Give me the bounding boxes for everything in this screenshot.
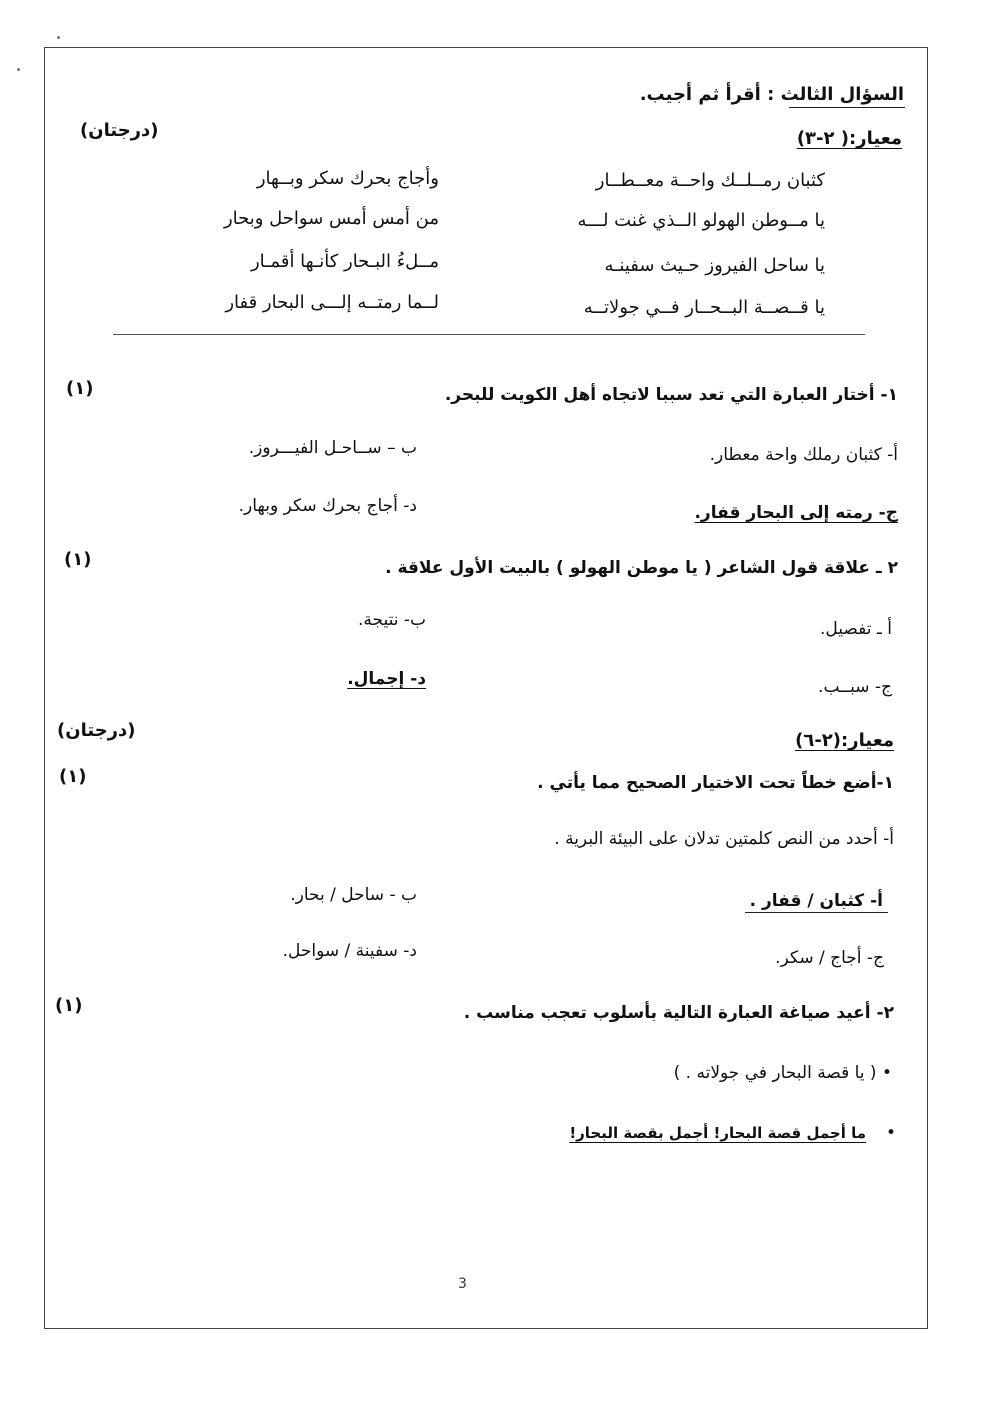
poem-line-left: مــلءُ البـحار كأنـها أقمـار — [250, 251, 439, 272]
question-1-text: ١- أختار العبارة التي تعد سببا لاتجاه أهل الكويت للبحر. — [444, 385, 898, 405]
page-number: 3 — [458, 1276, 467, 1292]
question-3-subtext: أ- أحدد من النص كلمتين تدلان على البيئة البرية . — [554, 829, 894, 849]
bullet-marker: • — [885, 1123, 896, 1143]
option-d-selected: د- إجمال. — [347, 669, 426, 689]
question-1-mark: (١) — [66, 378, 94, 399]
scan-speck — [57, 36, 60, 39]
criterion-2: معيار:(٢-٦) — [795, 730, 894, 751]
option-b: ب – ســاحـل الفيـــروز. — [248, 438, 417, 458]
answer-text: ما أجمل قصة البحار! أجمل بقصة البحار! — [569, 1124, 866, 1142]
poem-line-left: لــما رمتــه إلـــى البحار قفار — [225, 292, 439, 313]
scan-speck — [17, 68, 20, 71]
option-c: ج- سبــب. — [818, 677, 892, 697]
poem-line-right: يا مــوطن الهولو الــذي غنت لـــه — [577, 210, 825, 231]
marks-label-2: (درجتان) — [57, 720, 136, 741]
option-b: ب - ساحل / بحار. — [290, 885, 417, 905]
poem-line-left: وأجاج بحرك سكر وبــهار — [256, 168, 439, 189]
phrase-bullet: • ( يا قصة البحار في جولاته . ) — [674, 1062, 892, 1084]
poem-line-right: كثبان رمــلــك واحــة معــطــار — [595, 170, 825, 191]
question-3-text: ١-أضع خطاً تحت الاختيار الصحيح مما يأتي . — [537, 773, 894, 793]
option-d: د- سفينة / سواحل. — [282, 941, 417, 961]
criterion-1: معيار:( ٢-٣) — [796, 128, 902, 149]
question-2-mark: (١) — [64, 549, 92, 570]
question-title: السؤال الثالث : أقرأ ثم أجيب. — [639, 84, 904, 105]
option-d: د- أجاج بحرك سكر وبهار. — [238, 496, 417, 516]
separator-line — [113, 334, 865, 335]
option-a-selected: أ- كثبان / قفار . — [749, 891, 883, 911]
question-3-mark: (١) — [59, 766, 87, 787]
question-2-text: ٢ ـ علاقة قول الشاعر ( يا موطن الهولو ) بالبيت الأول علاقة . — [385, 558, 898, 578]
answer-underline — [745, 912, 888, 913]
question-4-mark: (١) — [55, 995, 83, 1016]
question-4-text: ٢- أعيد صياغة العبارة التالية بأسلوب تعجب مناسب . — [463, 1003, 894, 1023]
poem-line-right: يا ساحل الفيروز حـيث سفينـه — [604, 255, 825, 276]
option-a: أ ـ تفصيل. — [820, 619, 892, 639]
poem-line-right: يا قــصــة البــحــار فــي جولاتــه — [583, 297, 825, 318]
title-underline — [789, 107, 905, 108]
option-a: أ- كثبان رملك واحة معطار. — [709, 445, 898, 465]
option-c: ج- أجاج / سكر. — [775, 948, 884, 968]
marks-label-1: (درجتان) — [80, 120, 159, 141]
poem-line-left: من أمس أمس سواحل وبحار — [223, 208, 439, 229]
option-b: ب- نتيجة. — [357, 610, 426, 630]
option-c-selected: ج- رمته إلى البحار قفار. — [694, 503, 898, 523]
